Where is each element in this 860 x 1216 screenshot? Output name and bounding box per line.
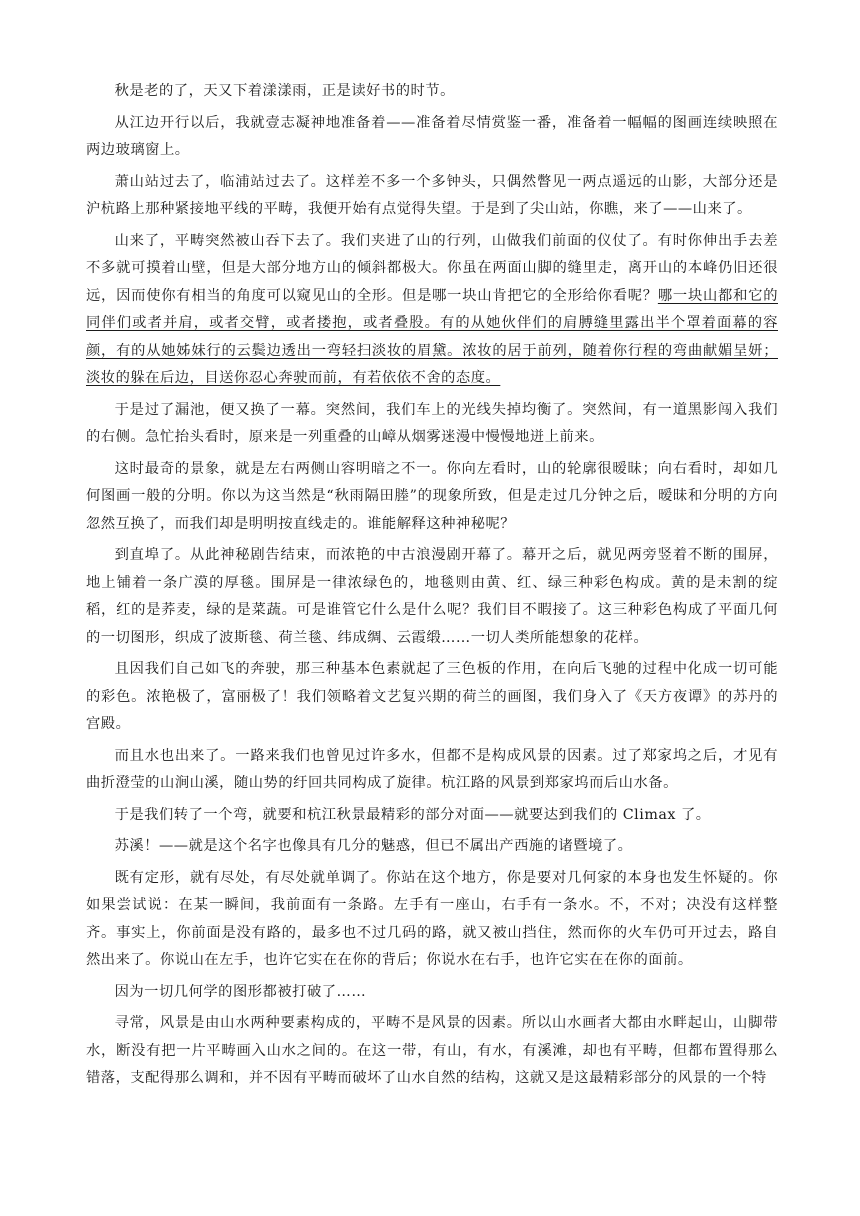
paragraph: 从江边开行以后，我就壹志凝神地准备着——准备着尽情赏鉴一番，准备着一幅幅的图画连续映照在两边玻璃窗上。	[86, 114, 778, 158]
paragraph: 萧山站过去了，临浦站过去了。这样差不多一个多钟头，只偶然瞥见一两点遥远的山影，大部分还是沪杭路上那种紧接地平线的平畴，我便开始有点觉得失望。于是到了尖山站，你瞧，来了——山来了。	[86, 173, 778, 217]
paragraph: 寻常，风景是由山水两种要素构成的，平畴不是风景的因素。所以山水画者大都由水畔起山，山脚带水，断没有把一片平畴画入山水之间的。在这一带，有山，有水，有溪滩，却也有平畴，但都布置得那么错落，支配得那么调和，并不因有平畴而破坏了山水自然的结构，这就又是这最精彩部分的风景的一个特	[86, 1015, 778, 1086]
paragraph: 这时最奇的景象，就是左右两侧山容明暗之不一。你向左看时，山的轮廓很暧昧；向右看时，却如几何图画一般的分明。你以为这当然是“秋雨隔田塍”的现象所致，但是走过几分钟之后，暧昧和分明的方向忽然互换了，而我们却是明明按直线走的。谁能解释这种神秘呢？	[86, 460, 778, 532]
article-body	[86, 78, 778, 1097]
paragraph	[86, 228, 778, 393]
paragraph: 而且水也出来了。一路来我们也曾见过许多水，但都不是构成风景的因素。过了郑家坞之后，才见有曲折澄莹的山涧山溪，随山势的纡回共同构成了旋律。杭江路的风景到郑家坞而后山水备。	[86, 747, 778, 791]
paragraph: 秋是老的了，天又下着漾漾雨，正是读好书的时节。	[114, 83, 455, 99]
underlined-passage: 哪一块山都和它的同伴们或者并肩，或者交臂，或者搂抱，或者叠股。有的从她伙伴们的肩膊缝里露出半个罩着面幕的容颜，有的从她姊妹行的云鬓边透出一弯轻扫淡妆的眉黛。浓妆的居于前列，随着你行程的弯曲献媚呈妍；淡妆的躲在后边，目送你忍心奔驶而前，有若依依不舍的态度。	[86, 287, 778, 386]
paragraph: 既有定形，就有尽处，有尽处就单调了。你站在这个地方，你是要对几何家的本身也发生怀疑的。你如果尝试说：在某一瞬间，我前面有一条路。左手有一座山，右手有一条水。不，不对；决没有这样整齐。事实上，你前面是没有路的，最多也不过几码的路，就又被山挡住，然而你的火车仍可开过去，路自然出来了。你说山在左手，也许它实在在你的背后；你说水在右手，也许它实在在你的面前。	[86, 869, 778, 968]
paragraph: 苏溪！——就是这个名字也像具有几分的魅惑，但已不属出产西施的诸暨境了。	[114, 838, 633, 854]
paragraph-text: 山来了，平畴突然被山吞下去了。我们夹进了山的行列，山做我们前面的仪仗了。有时你伸出手去差不多就可摸着山壁，但是大部分地方山的倾斜都极大。你虽在两面山脚的缝里走，离开山的本峰仍旧还很远，因而使你有相当的角度可以窥见山的全形。但是哪一块山肯把它的全形给你看呢？	[86, 232, 778, 304]
paragraph: 于是过了漏池，便又换了一幕。突然间，我们车上的光线失掉均衡了。突然间，有一道黑影闯入我们的右侧。急忙抬头看时，原来是一列重叠的山嶂从烟雾迷漫中慢慢地迸上前来。	[86, 401, 778, 445]
paragraph: 到直埠了。从此神秘剧告结束，而浓艳的中古浪漫剧开幕了。幕开之后，就见两旁竖着不断的围屏，地上铺着一条广漠的厚毯。围屏是一律浓绿色的，地毯则由黄、红、绿三种彩色构成。黄的是未割的绽稻，红的是荞麦，绿的是菜蔬。可是谁管它什么是什么呢？我们目不暇接了。这三种彩色构成了平面几何的一切图形，织成了波斯毯、荷兰毯、纬成绸、云霞缎……一切人类所能想象的花样。	[86, 547, 778, 646]
paragraph: 因为一切几何学的图形都被打破了……	[114, 983, 367, 1000]
paragraph: 且因我们自己如飞的奔驶，那三种基本色素就起了三色板的作用，在向后飞驰的过程中化成一切可能的彩色。浓艳极了，富丽极了！我们领略着文艺复兴期的荷兰的画图，我们身入了《天方夜谭》的苏丹的宫殿。	[86, 661, 778, 732]
paragraph: 于是我们转了一个弯，就要和杭江秋景最精彩的部分对面——就要达到我们的 Climax 了。	[114, 806, 711, 823]
